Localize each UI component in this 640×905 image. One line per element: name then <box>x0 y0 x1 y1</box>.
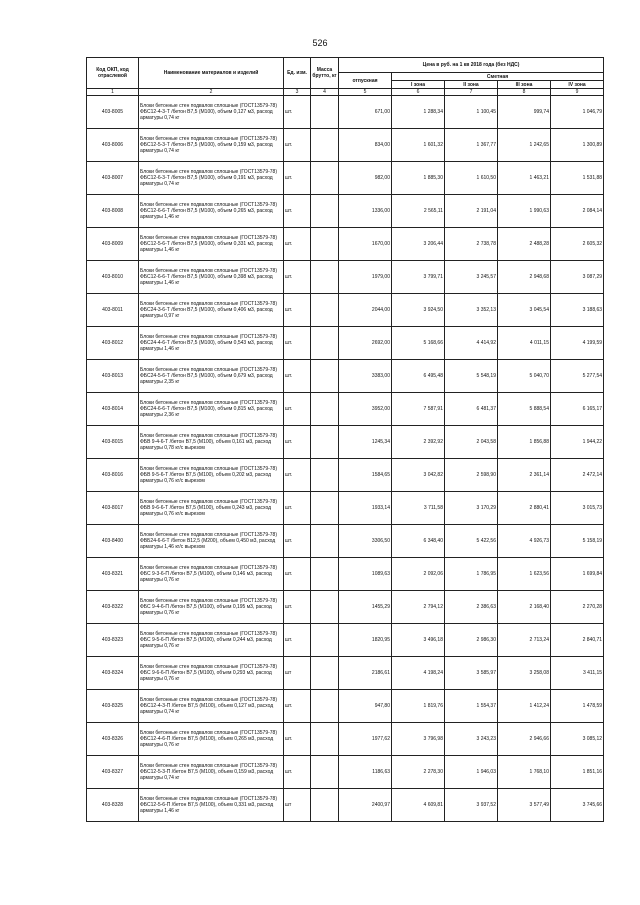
cell-release-price: 3306,50 <box>339 525 392 558</box>
cell-zone3-price: 2 488,28 <box>498 228 551 261</box>
cell-unit: шт <box>284 657 311 690</box>
cell-zone4-price: 3 188,63 <box>551 294 604 327</box>
cell-zone3-price: 4 926,73 <box>498 525 551 558</box>
cell-name: Блоки бетонные стен подвалов сплошные (ГОСТ13579-78) ФБС12-5-6-Т /бетон В7,5 (М100), объем 0,331 м3, расход арматуры 1,46 кг <box>139 228 284 261</box>
cell-zone2-price: 3 937,52 <box>445 789 498 822</box>
cell-name: Блоки бетонные стен подвалов сплошные (ГОСТ13579-78) ФБС 9-4-6-П /бетон В7,5 (М100), объем 0,195 м3, расход арматуры 0,76 кг <box>139 591 284 624</box>
cell-release-price: 1186,63 <box>339 756 392 789</box>
cell-code: 403-8014 <box>87 393 139 426</box>
cell-unit: шт. <box>284 492 311 525</box>
col-number: 1 <box>87 89 139 96</box>
cell-zone2-price: 3 170,29 <box>445 492 498 525</box>
cell-zone3-price: 1 412,24 <box>498 690 551 723</box>
cell-code: 403-8009 <box>87 228 139 261</box>
cell-zone2-price: 1 786,95 <box>445 558 498 591</box>
cell-name: Блоки бетонные стен подвалов сплошные (ГОСТ13579-78) ФБС12-5-6-П /бетон В7,5 (М100), объем 0,331 м3, расход арматуры 1,46 кг <box>139 789 284 822</box>
cell-zone3-price: 999,74 <box>498 96 551 129</box>
cell-code: 403-8328 <box>87 789 139 822</box>
cell-code: 403-8326 <box>87 723 139 756</box>
cell-code: 403-8325 <box>87 690 139 723</box>
header-code: Код ОКП, код отраслевой <box>87 58 139 89</box>
cell-zone1-price: 3 924,50 <box>392 294 445 327</box>
cell-zone4-price: 1 046,79 <box>551 96 604 129</box>
cell-zone4-price: 1 531,88 <box>551 162 604 195</box>
cell-unit: шт. <box>284 129 311 162</box>
cell-name: Блоки бетонные стен подвалов сплошные (ГОСТ13579-78) ФБС12-5-3-Т /бетон В7,5 (М100), объем 0,159 м3, расход арматуры 0,74 кг <box>139 129 284 162</box>
cell-zone1-price: 1 601,32 <box>392 129 445 162</box>
table-row <box>87 756 604 789</box>
cell-zone1-price: 5 168,66 <box>392 327 445 360</box>
cell-mass <box>311 129 339 162</box>
table-row <box>87 789 604 822</box>
cell-zone2-price: 1 946,03 <box>445 756 498 789</box>
cell-code: 403-8321 <box>87 558 139 591</box>
cell-unit: шт. <box>284 261 311 294</box>
cell-release-price: 982,00 <box>339 162 392 195</box>
cell-release-price: 947,80 <box>339 690 392 723</box>
cell-unit: шт. <box>284 393 311 426</box>
cell-zone4-price: 3 015,73 <box>551 492 604 525</box>
cell-release-price: 671,00 <box>339 96 392 129</box>
cell-name: Блоки бетонные стен подвалов сплошные (ГОСТ13579-78) ФБВ 9-5-6-Т /бетон В7,5 (М100), объем 0,202 м3, расход арматуры 0,76 кг/с вырезом <box>139 459 284 492</box>
cell-zone2-price: 3 585,97 <box>445 657 498 690</box>
cell-release-price: 1245,34 <box>339 426 392 459</box>
cell-code: 403-8012 <box>87 327 139 360</box>
header-price-group: Цена в руб. на 1 кв 2018 года (без НДС) <box>339 58 604 73</box>
cell-mass <box>311 525 339 558</box>
cell-release-price: 2692,00 <box>339 327 392 360</box>
table-row <box>87 129 604 162</box>
cell-name: Блоки бетонные стен подвалов сплошные (ГОСТ13579-78) ФБС24-3-6-Т /бетон В7,5 (М100), объем 0,406 м3, расход арматуры 0,97 кг <box>139 294 284 327</box>
cell-zone2-price: 2 598,90 <box>445 459 498 492</box>
cell-release-price: 1933,14 <box>339 492 392 525</box>
cell-name: Блоки бетонные стен подвалов сплошные (ГОСТ13579-78) ФВБ24-6-6-Т /бетон В12,5 (М200), объем 0,450 м3, расход арматуры 1,46 кг/с вырезом <box>139 525 284 558</box>
cell-mass <box>311 195 339 228</box>
cell-zone4-price: 6 165,17 <box>551 393 604 426</box>
cell-release-price: 2186,61 <box>339 657 392 690</box>
cell-zone2-price: 2 738,78 <box>445 228 498 261</box>
cell-mass <box>311 657 339 690</box>
cell-name: Блоки бетонные стен подвалов сплошные (ГОСТ13579-78) ФБС12-5-3-П /бетон В7,5 (М100), объем 0,159 м3, расход арматуры 0,74 кг <box>139 756 284 789</box>
table-row <box>87 228 604 261</box>
cell-zone2-price: 5 422,56 <box>445 525 498 558</box>
cell-code: 403-8322 <box>87 591 139 624</box>
cell-zone1-price: 1 288,34 <box>392 96 445 129</box>
cell-mass <box>311 756 339 789</box>
cell-zone1-price: 4 198,24 <box>392 657 445 690</box>
cell-name: Блоки бетонные стен подвалов сплошные (ГОСТ13579-78) ФБС24-4-6-Т /бетон В7,5 (М100), объем 0,543 м3, расход арматуры 1,46 кг <box>139 327 284 360</box>
cell-zone4-price: 2 605,32 <box>551 228 604 261</box>
cell-zone2-price: 1 367,77 <box>445 129 498 162</box>
header-zone3: III зона <box>498 81 551 89</box>
col-number: 6 <box>392 89 445 96</box>
cell-zone3-price: 2 361,14 <box>498 459 551 492</box>
cell-code: 403-8015 <box>87 426 139 459</box>
cell-code: 403-8323 <box>87 624 139 657</box>
cell-release-price: 3952,00 <box>339 393 392 426</box>
cell-zone2-price: 3 243,23 <box>445 723 498 756</box>
cell-mass <box>311 294 339 327</box>
cell-zone3-price: 5 040,70 <box>498 360 551 393</box>
cell-unit: шт. <box>284 294 311 327</box>
cell-mass <box>311 327 339 360</box>
cell-unit: шт. <box>284 195 311 228</box>
cell-zone3-price: 2 946,66 <box>498 723 551 756</box>
column-number-row <box>87 89 604 96</box>
table-row <box>87 624 604 657</box>
cell-mass <box>311 228 339 261</box>
table-row <box>87 690 604 723</box>
cell-zone4-price: 5 158,19 <box>551 525 604 558</box>
cell-zone1-price: 2 092,06 <box>392 558 445 591</box>
cell-code: 403-8005 <box>87 96 139 129</box>
cell-zone1-price: 1 885,30 <box>392 162 445 195</box>
cell-zone3-price: 2 168,40 <box>498 591 551 624</box>
cell-zone1-price: 6 495,48 <box>392 360 445 393</box>
page-number: 526 <box>312 38 328 48</box>
cell-unit: шт. <box>284 591 311 624</box>
cell-mass <box>311 360 339 393</box>
cell-code: 403-8013 <box>87 360 139 393</box>
table-row <box>87 558 604 591</box>
col-number: 3 <box>284 89 311 96</box>
cell-zone1-price: 3 042,82 <box>392 459 445 492</box>
cell-mass <box>311 162 339 195</box>
cell-zone1-price: 3 206,44 <box>392 228 445 261</box>
table-row <box>87 162 604 195</box>
cell-zone3-price: 5 888,54 <box>498 393 551 426</box>
cell-code: 403-8324 <box>87 657 139 690</box>
cell-zone4-price: 1 699,84 <box>551 558 604 591</box>
cell-mass <box>311 426 339 459</box>
header-name: Наименование материалов и изделий <box>139 58 284 89</box>
cell-unit: шт. <box>284 459 311 492</box>
cell-zone4-price: 2 270,28 <box>551 591 604 624</box>
cell-code: 403-8017 <box>87 492 139 525</box>
cell-mass <box>311 591 339 624</box>
cell-unit: шт. <box>284 162 311 195</box>
cell-name: Блоки бетонные стен подвалов сплошные (ГОСТ13579-78) ФБС 9-3-6-П /бетон В7,5 (М100), объем 0,146 м3, расход арматуры 0,76 кг <box>139 558 284 591</box>
cell-release-price: 1089,63 <box>339 558 392 591</box>
header-estimate: Сметная <box>392 73 604 81</box>
cell-zone2-price: 2 386,63 <box>445 591 498 624</box>
cell-zone2-price: 2 043,58 <box>445 426 498 459</box>
cell-unit: шт. <box>284 228 311 261</box>
table-row <box>87 525 604 558</box>
cell-zone3-price: 1 463,21 <box>498 162 551 195</box>
cell-zone1-price: 7 587,91 <box>392 393 445 426</box>
header-release: отпускная <box>339 73 392 89</box>
cell-code: 403-8010 <box>87 261 139 294</box>
table-row <box>87 723 604 756</box>
cell-mass <box>311 558 339 591</box>
header-mass: Масса брутто, кг <box>311 58 339 89</box>
table-row <box>87 492 604 525</box>
cell-zone4-price: 1 944,22 <box>551 426 604 459</box>
cell-name: Блоки бетонные стен подвалов сплошные (ГОСТ13579-78) ФБС12-4-6-П /бетон В7,5 (М100), объем 0,265 м3, расход арматуры 0,76 кг <box>139 723 284 756</box>
cell-unit: шт. <box>284 558 311 591</box>
table-row <box>87 360 604 393</box>
cell-name: Блоки бетонные стен подвалов сплошные (ГОСТ13579-78) ФБС12-6-3-Т /бетон В7,5 (М100), объем 0,191 м3, расход арматуры 0,74 кг <box>139 162 284 195</box>
cell-name: Блоки бетонные стен подвалов сплошные (ГОСТ13579-78) ФБС12-4-3-П /бетон В7,5 (М100), объем 0,127 м3, расход арматуры 0,74 кг <box>139 690 284 723</box>
table-row <box>87 96 604 129</box>
cell-unit: шт. <box>284 723 311 756</box>
cell-code: 403-8006 <box>87 129 139 162</box>
cell-zone3-price: 2 948,68 <box>498 261 551 294</box>
cell-zone2-price: 1 554,37 <box>445 690 498 723</box>
cell-zone1-price: 4 609,81 <box>392 789 445 822</box>
cell-zone2-price: 5 548,19 <box>445 360 498 393</box>
cell-zone3-price: 2 880,41 <box>498 492 551 525</box>
cell-zone4-price: 3 087,29 <box>551 261 604 294</box>
table-row <box>87 195 604 228</box>
header-zone1: I зона <box>392 81 445 89</box>
table-row <box>87 261 604 294</box>
cell-mass <box>311 96 339 129</box>
cell-zone1-price: 3 711,58 <box>392 492 445 525</box>
cell-zone4-price: 3 085,12 <box>551 723 604 756</box>
cell-zone4-price: 2 840,71 <box>551 624 604 657</box>
header-unit: Ед. изм. <box>284 58 311 89</box>
cell-zone3-price: 3 577,49 <box>498 789 551 822</box>
cell-name: Блоки бетонные стен подвалов сплошные (ГОСТ13579-78) ФБС24-5-6-Т /бетон В7,5 (М100), объем 0,679 м3, расход арматуры 2,35 кг <box>139 360 284 393</box>
cell-zone2-price: 3 352,13 <box>445 294 498 327</box>
table-row <box>87 591 604 624</box>
cell-zone2-price: 3 245,57 <box>445 261 498 294</box>
cell-mass <box>311 723 339 756</box>
cell-zone1-price: 3 796,98 <box>392 723 445 756</box>
cell-zone2-price: 2 191,04 <box>445 195 498 228</box>
cell-release-price: 1670,00 <box>339 228 392 261</box>
cell-zone4-price: 5 277,54 <box>551 360 604 393</box>
col-number: 9 <box>551 89 604 96</box>
cell-zone4-price: 3 745,66 <box>551 789 604 822</box>
cell-zone4-price: 2 472,14 <box>551 459 604 492</box>
cell-name: Блоки бетонные стен подвалов сплошные (ГОСТ13579-78) ФБВ 9-6-6-Т /бетон В7,5 (М100), объем 0,243 м3, расход арматуры 0,76 кг/с вырезом <box>139 492 284 525</box>
cell-zone2-price: 6 481,37 <box>445 393 498 426</box>
cell-mass <box>311 789 339 822</box>
cell-release-price: 2400,97 <box>339 789 392 822</box>
cell-unit: шт. <box>284 426 311 459</box>
col-number: 8 <box>498 89 551 96</box>
cell-code: 403-8011 <box>87 294 139 327</box>
cell-zone3-price: 3 258,08 <box>498 657 551 690</box>
cell-zone4-price: 1 478,59 <box>551 690 604 723</box>
table-row <box>87 327 604 360</box>
cell-release-price: 1977,62 <box>339 723 392 756</box>
cell-name: Блоки бетонные стен подвалов сплошные (ГОСТ13579-78) ФБС12-6-6-Т /бетон В7,5 (М100), объем 0,398 м3, расход арматуры 1,46 кг <box>139 261 284 294</box>
cell-release-price: 1336,00 <box>339 195 392 228</box>
cell-release-price: 1584,65 <box>339 459 392 492</box>
cell-code: 403-8016 <box>87 459 139 492</box>
header-zone2: II зона <box>445 81 498 89</box>
cell-zone4-price: 1 851,16 <box>551 756 604 789</box>
cell-release-price: 834,00 <box>339 129 392 162</box>
cell-name: Блоки бетонные стен подвалов сплошные (ГОСТ13579-78) ФБС12-4-3-Т /бетон В7,5 (М100), объем 0,127 м3, расход арматуры 0,74 кг <box>139 96 284 129</box>
cell-zone1-price: 2 565,11 <box>392 195 445 228</box>
table-row <box>87 294 604 327</box>
cell-zone1-price: 3 799,71 <box>392 261 445 294</box>
price-table <box>86 57 604 822</box>
table-row <box>87 657 604 690</box>
cell-zone3-price: 4 011,15 <box>498 327 551 360</box>
cell-zone1-price: 2 278,30 <box>392 756 445 789</box>
cell-code: 403-8400 <box>87 525 139 558</box>
cell-zone3-price: 3 045,54 <box>498 294 551 327</box>
cell-release-price: 3383,00 <box>339 360 392 393</box>
col-number: 7 <box>445 89 498 96</box>
cell-release-price: 1820,95 <box>339 624 392 657</box>
col-number: 2 <box>139 89 284 96</box>
cell-unit: шт. <box>284 756 311 789</box>
cell-name: Блоки бетонные стен подвалов сплошные (ГОСТ13579-78) ФБС24-6-6-Т /бетон В7,5 (М100), объем 0,815 м3, расход арматуры 2,36 кг <box>139 393 284 426</box>
cell-release-price: 1979,00 <box>339 261 392 294</box>
cell-release-price: 2044,00 <box>339 294 392 327</box>
cell-mass <box>311 492 339 525</box>
cell-zone1-price: 1 819,76 <box>392 690 445 723</box>
table-row <box>87 426 604 459</box>
cell-name: Блоки бетонные стен подвалов сплошные (ГОСТ13579-78) ФБС 9-6-6-П /бетон В7,5 (М100), объем 0,293 м3, расход арматуры 0,76 кг <box>139 657 284 690</box>
cell-unit: шт. <box>284 327 311 360</box>
cell-zone4-price: 4 199,59 <box>551 327 604 360</box>
col-number: 5 <box>339 89 392 96</box>
cell-unit: шт. <box>284 624 311 657</box>
cell-zone1-price: 2 794,12 <box>392 591 445 624</box>
cell-zone3-price: 1 623,56 <box>498 558 551 591</box>
table-row <box>87 459 604 492</box>
cell-unit: шт. <box>284 525 311 558</box>
cell-mass <box>311 261 339 294</box>
cell-code: 403-8007 <box>87 162 139 195</box>
cell-zone2-price: 2 986,30 <box>445 624 498 657</box>
cell-zone1-price: 3 496,18 <box>392 624 445 657</box>
cell-zone3-price: 1 856,88 <box>498 426 551 459</box>
cell-zone1-price: 6 348,40 <box>392 525 445 558</box>
cell-zone4-price: 2 084,14 <box>551 195 604 228</box>
cell-code: 403-8327 <box>87 756 139 789</box>
cell-mass <box>311 393 339 426</box>
cell-unit: шт. <box>284 360 311 393</box>
cell-release-price: 1455,29 <box>339 591 392 624</box>
cell-zone3-price: 2 713,24 <box>498 624 551 657</box>
header-zone4: IV зона <box>551 81 604 89</box>
cell-mass <box>311 624 339 657</box>
cell-zone4-price: 3 411,15 <box>551 657 604 690</box>
cell-unit: шт. <box>284 690 311 723</box>
cell-zone2-price: 4 414,92 <box>445 327 498 360</box>
cell-mass <box>311 459 339 492</box>
cell-zone1-price: 2 392,92 <box>392 426 445 459</box>
table-row <box>87 393 604 426</box>
cell-name: Блоки бетонные стен подвалов сплошные (ГОСТ13579-78) ФБС12-6-6-Т /бетон В7,5 (М100), объем 0,265 м3, расход арматуры 1,46 кг <box>139 195 284 228</box>
cell-code: 403-8008 <box>87 195 139 228</box>
cell-unit: шт. <box>284 96 311 129</box>
cell-unit: шт <box>284 789 311 822</box>
cell-zone4-price: 1 300,89 <box>551 129 604 162</box>
table-body <box>87 96 604 822</box>
cell-zone2-price: 1 610,50 <box>445 162 498 195</box>
cell-zone3-price: 1 242,65 <box>498 129 551 162</box>
cell-zone3-price: 1 768,10 <box>498 756 551 789</box>
cell-zone3-price: 1 990,63 <box>498 195 551 228</box>
cell-mass <box>311 690 339 723</box>
cell-zone2-price: 1 100,45 <box>445 96 498 129</box>
cell-name: Блоки бетонные стен подвалов сплошные (ГОСТ13579-78) ФБВ 9-4-6-Т /бетон В7,5 (М100), объем 0,161 м3, расход арматуры 0,78 кг/с вырезом <box>139 426 284 459</box>
cell-name: Блоки бетонные стен подвалов сплошные (ГОСТ13579-78) ФБС 9-5-6-П /бетон В7,5 (М100), объем 0,244 м3, расход арматуры 0,76 кг <box>139 624 284 657</box>
col-number: 4 <box>311 89 339 96</box>
